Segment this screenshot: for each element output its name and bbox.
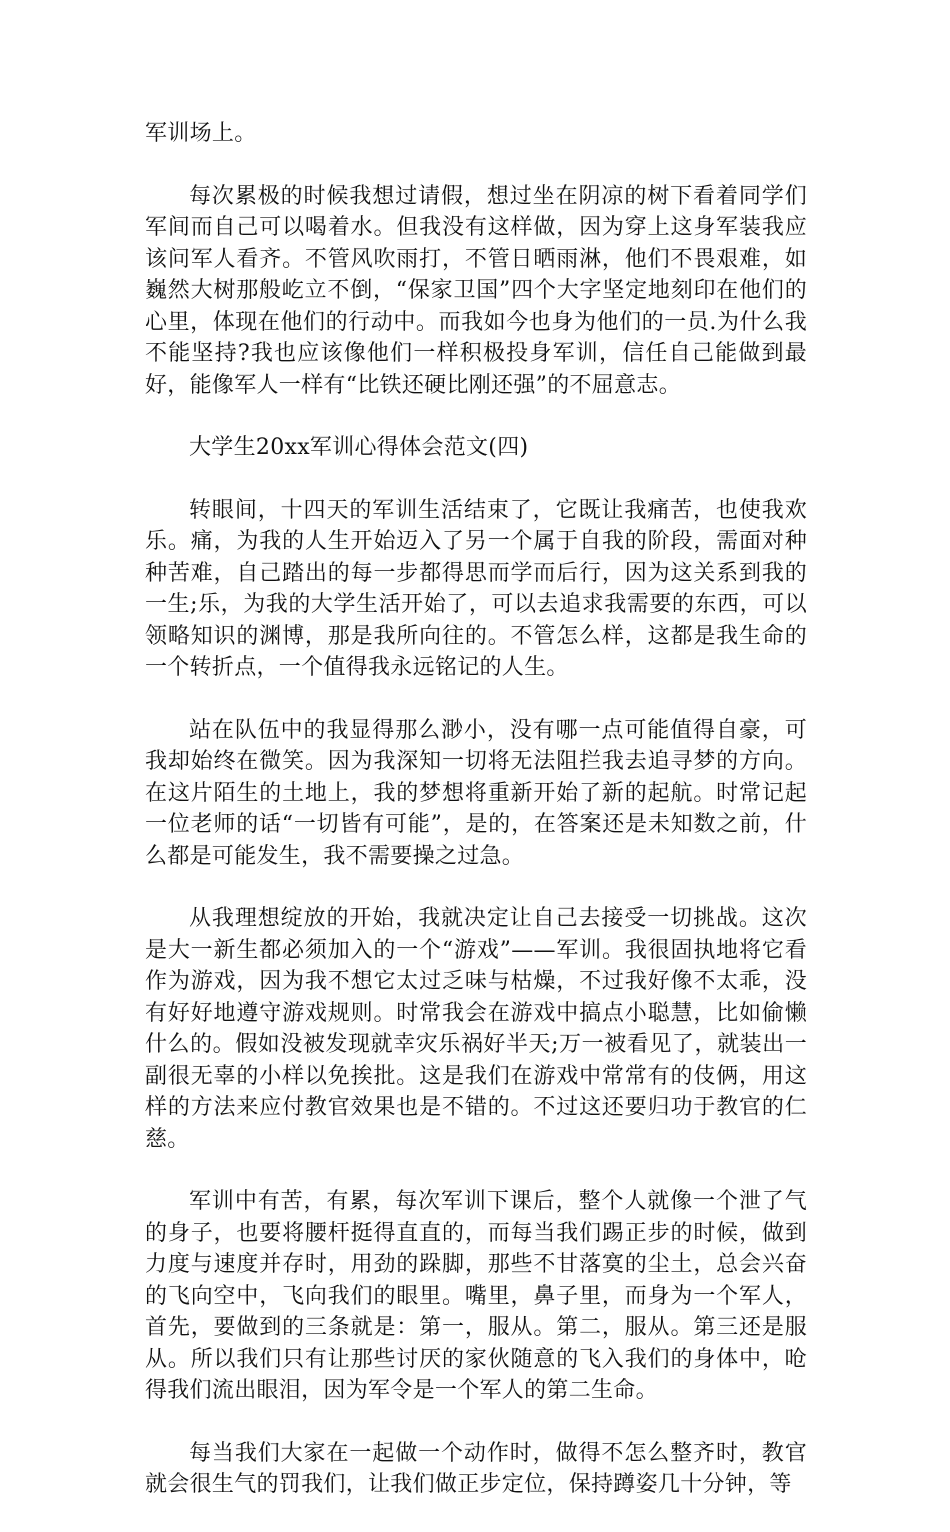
section-heading: 大学生20xx军训心得体会范文(四) — [189, 435, 529, 460]
paragraph: 从我理想绽放的开始，我就决定让自己去接受一切挑战。这次是大一新生都必须加入的一个“游戏”——军训。我很固执地将它看作为游戏，因为我不想它太过乏味与枯燥，不过我好像不太乖，没有好好地遵守游戏规则。时常我会在游戏中搞点小聪慧，比如偷懒什么的。假如没被发现就幸灾乐祸好半天;万一被看见了，就装出一副很无辜的小样以免挨批。这是我们在游戏中常常有的伎俩，用这样的方法来应付教官效果也是不错的。不过这还要归功于教官的仁慈。 — [145, 906, 807, 1152]
paragraph: 转眼间，十四天的军训生活结束了，它既让我痛苦，也使我欢乐。痛，为我的人生开始迈入了另一个属于自我的阶段，需面对种种苦难，自己踏出的每一步都得思而学而后行，因为这关系到我的一生;乐，为我的大学生活开始了，可以去追求我需要的东西，可以领略知识的渊博，那是我所向往的。不管怎么样，这都是我生命的一个转折点，一个值得我永远铭记的人生。 — [145, 497, 807, 680]
paragraph: 站在队伍中的我显得那么渺小，没有哪一点可能值得自豪，可我却始终在微笑。因为我深知一切将无法阻拦我去追寻梦的方向。在这片陌生的土地上，我的梦想将重新开始了新的起航。时常记起一位老师的话“一切皆有可能”，是的，在答案还是未知数之前，什么都是可能发生，我不需要操之过急。 — [145, 717, 807, 869]
paragraph: 每当我们大家在一起做一个动作时，做得不怎么整齐时，教官就会很生气的罚我们，让我们做正步定位，保持蹲姿几十分钟，等 — [145, 1440, 807, 1497]
paragraph-continuation: 军训场上。 — [145, 121, 257, 146]
paragraph: 每次累极的时候我想过请假，想过坐在阴凉的树下看着同学们军间而自己可以喝着水。但我没有这样做，因为穿上这身军装我应该问军人看齐。不管风吹雨打，不管日晒雨淋，他们不畏艰难，如巍然大树那般屹立不倒，“保家卫国”四个大字坚定地刻印在他们的心里，体现在他们的行动中。而我如今也身为他们的一员.为什么我不能坚持?我也应该像他们一样积极投身军训，信任自己能做到最好，能像军人一样有“比铁还硬比刚还强”的不屈意志。 — [145, 183, 807, 398]
paragraph: 军训中有苦，有累，每次军训下课后，整个人就像一个泄了气的身子，也要将腰杆挺得直直的，而每当我们踢正步的时候，做到力度与速度并存时，用劲的跺脚，那些不甘落寞的尘土，总会兴奋的飞向空中，飞向我们的眼里。嘴里，鼻子里，而身为一个军人，首先，要做到的三条就是：第一，服从。第二，服从。第三还是服从。所以我们只有让那些讨厌的家伙随意的飞入我们的身体中，呛得我们流出眼泪，因为军令是一个军人的第二生命。 — [145, 1189, 807, 1403]
document-page — [145, 118, 807, 1532]
